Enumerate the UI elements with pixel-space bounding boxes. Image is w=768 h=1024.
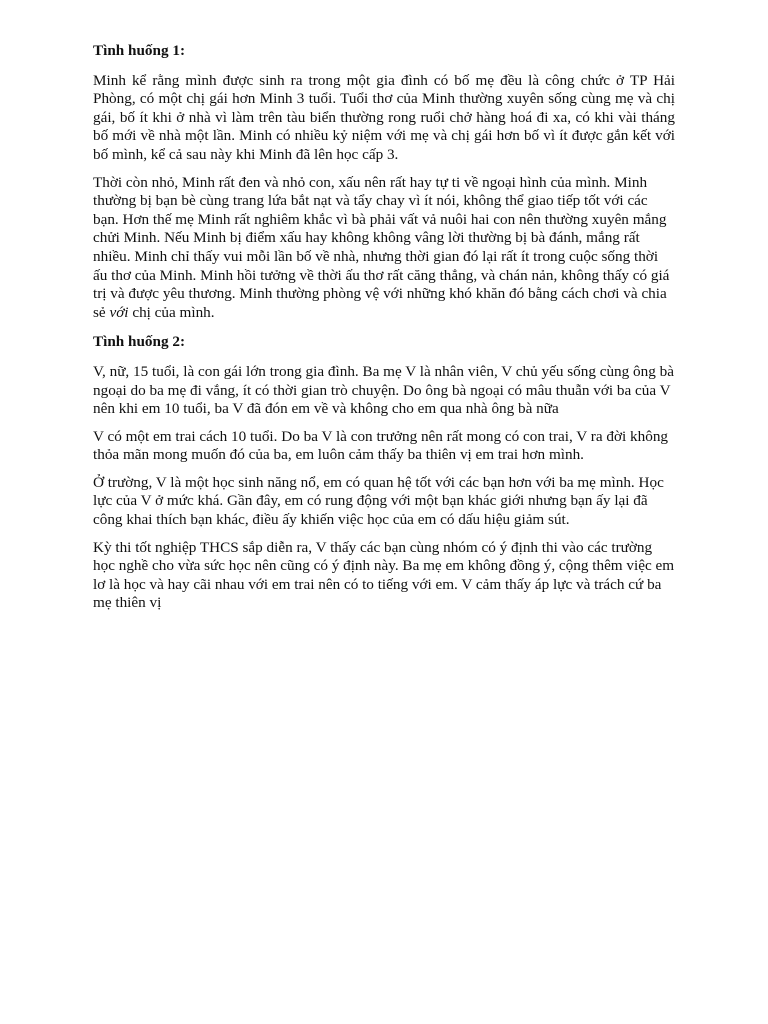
document-page <box>93 42 675 622</box>
paragraph-1-2 <box>93 174 675 323</box>
paragraph-2-3: Ở trường, V là một học sinh năng nổ, em có quan hệ tốt với các bạn hơn với ba mẹ mình. Học lực của V ở mức khá. Gần đây, em có rung động với một bạn khác giới nhưng bạn ấy lại đã công khai thích bạn khác, điều ấy khiến việc học của em có dấu hiệu giảm sút. <box>93 473 664 529</box>
paragraph-1-2-text: Thời còn nhỏ, Minh rất đen và nhỏ con, xấu nên rất hay tự ti về ngoại hình của mình. Minh thường bị bạn bè cùng trang lứa bắt nạt và tẩy chay vì ít nói, không thể giao tiếp tốt với các bạn. Hơn thế mẹ Minh rất nghiêm khắc vì bà phải vất vả nuôi hai con nên thường xuyên mắng chửi Minh. Nếu Minh bị điểm xấu hay không không vâng lời thường bị bà đánh, mắng rất nhiều. Minh chỉ thấy vui mỗi lần bố về nhà, nhưng thời gian đó lại rất ít trong cuộc sống thời ấu thơ của Minh. Minh hồi tưởng về thời ấu thơ rất căng thẳng, và chán nản, không thấy có giá trị và được yêu thương. Minh thường phòng vệ với những khó khăn đó bằng cách chơi và chia sẻ <box>93 173 670 321</box>
paragraph-2-1: V, nữ, 15 tuổi, là con gái lớn trong gia đình. Ba mẹ V là nhân viên, V chủ yếu sống cùng ông bà ngoại do ba mẹ đi vắng, ít có thời gian trò chuyện. Do ông bà ngoại có mâu thuẫn với ba của V nên khi em 10 tuổi, ba V đã đón em về và không cho em qua nhà ông bà nữa <box>93 362 674 418</box>
paragraph-2-2: V có một em trai cách 10 tuổi. Do ba V là con trưởng nên rất mong có con trai, V ra đời không thỏa mãn mong muốn đó của ba, em luôn cảm thấy ba thiên vị em trai hơn mình. <box>93 427 669 464</box>
section-heading-2: Tình huống 2: <box>93 333 186 351</box>
paragraph-2-4: Kỳ thi tốt nghiệp THCS sắp diễn ra, V thấy các bạn cùng nhóm có ý định thi vào các trường học nghề cho vừa sức học nên cũng có ý định này. Ba mẹ em không đồng ý, cộng thêm việc em lơ là học và hay cãi nhau với em trai nên có to tiếng với em. V cảm thấy áp lực và trách cứ ba mẹ thiên vị <box>93 538 675 612</box>
paragraph-1-1: Minh kể rằng mình được sinh ra trong một gia đình có bố mẹ đều là công chức ở TP Hải Phòng, có một chị gái hơn Minh 3 tuổi. Tuổi thơ của Minh thường xuyên sống cùng mẹ và chị gái, bố ít khi ở nhà vì làm trên tàu biển thường rong ruổi chở hàng hoá đi xa, có khi vài tháng bố mới về nhà một lần. Minh có nhiều kỷ niệm với mẹ và chị gái hơn bố vì ít được gắn kết với bố mình, kể cả sau này khi Minh đã lên học cấp 3. <box>93 71 675 163</box>
section-heading-1: Tình huống 1: <box>93 42 186 59</box>
paragraph-1-2-end: chị của mình. <box>132 303 215 321</box>
paragraph-1-2-italic: với <box>109 303 129 321</box>
